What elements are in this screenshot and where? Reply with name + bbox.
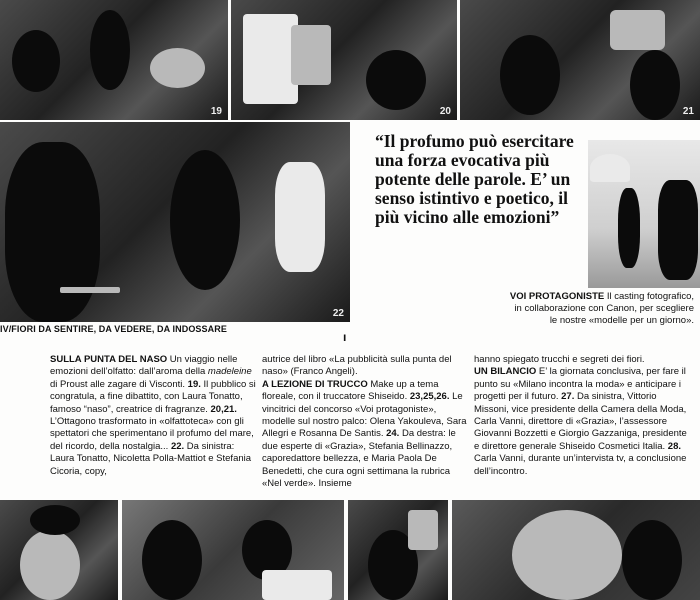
photo-number: 21 xyxy=(682,106,694,117)
photo-number: 20 xyxy=(439,106,451,117)
text-column-1 xyxy=(50,354,258,478)
photo-voi-protagoniste xyxy=(588,140,700,288)
photo-19 xyxy=(0,0,228,120)
photo-number: 22 xyxy=(332,308,344,319)
photo-bottom-1 xyxy=(0,500,118,600)
text-cursor-mark: ı xyxy=(343,330,347,344)
voi-protagoniste-caption xyxy=(508,291,694,327)
heading-lezione-di-trucco: A LEZIONE DI TRUCCO xyxy=(262,378,368,390)
body-text: Da destra: le due esperte di «Grazia», Stefania Bellinazzo, caporedattore bellezza, e Maria Paola De Benedetti, che cura ogni settimana la rubrica «Nel verde». Insieme xyxy=(262,428,456,490)
heading-un-bilancio: UN BILANCIO xyxy=(474,366,537,378)
voi-title: VOI PROTAGONISTE xyxy=(509,291,605,302)
body-text: Le vincitrici del concorso «Voi protagoniste», modelle sul nostro palco: Olena Yakouleva, Sara Allegri e Rosanna De Santis. xyxy=(262,391,467,440)
body-text: hanno spiegato trucchi e segreti dei fiori. xyxy=(474,354,645,365)
photo-number: 19 xyxy=(210,106,222,117)
section-caption: IV/FIORI DA SENTIRE, DA VEDERE, DA INDOSSARE xyxy=(0,324,227,334)
photo-20 xyxy=(231,0,457,120)
body-text: Carla Vanni, durante un’intervista tv, a conclusione dell’incontro. xyxy=(474,453,687,477)
photo-bottom-2 xyxy=(122,500,344,600)
photo-ref: 24. xyxy=(386,428,400,440)
body-text: Da sinistra, Vittorio Missoni, vice presidente della Camera della Moda, Carla Vanni, direttore di «Grazia», l’assessore Giovanni Bozzetti e Giorgio Gazzaniga, presidente e direttore generale Shiseido Cosmetici Italia. xyxy=(474,391,687,452)
photo-bottom-3 xyxy=(348,500,448,600)
body-text: Un viaggio nelle emozioni dell’olfatto: dall’aroma della xyxy=(50,354,238,378)
body-text: autrice del libro «La pubblicità sulla punta del naso» (Franco Angeli). xyxy=(262,354,452,378)
body-text: Il pubblico si congratula, a fine dibattito, con Laura Tonatto, famoso “naso”, creatrice di fragranze. xyxy=(50,378,256,415)
photo-ref: 23,25,26. xyxy=(409,391,450,403)
photo-ref: 19. xyxy=(187,378,201,390)
photo-22 xyxy=(0,122,350,322)
photo-ref: 27. xyxy=(561,391,575,403)
body-text: Da sinistra: Laura Tonatto, Nicoletta Polla-Mattiot e Stefania Cicoria, copy, xyxy=(50,440,252,477)
body-text: di Proust alle zagare di Visconti. xyxy=(50,378,188,390)
photo-bottom-4 xyxy=(452,500,700,600)
text-column-2 xyxy=(262,354,470,490)
photo-ref: 20,21. xyxy=(210,403,237,415)
pull-quote: “Il profumo può esercitare una forza evocativa più potente delle parole. E’ un senso istintivo e poetico, il più vicino alle emozioni” xyxy=(375,131,574,227)
photo-21 xyxy=(460,0,700,120)
photo-ref: 28. xyxy=(667,440,682,452)
body-text: E’ la giornata conclusiva, per fare il punto su «Milano incontra la moda» e anticipare i progetti per il futuro. xyxy=(474,366,686,403)
photo-ref: 22. xyxy=(170,440,185,452)
body-italic: madeleine xyxy=(207,366,252,378)
heading-punta-del-naso: SULLA PUNTA DEL NASO xyxy=(50,354,168,365)
text-column-3 xyxy=(474,354,694,478)
body-text: L’Ottagono trasformato in «olfattoteca» con gli spettatori che sperimentano il profumo del mare, del ricordo, della nostalgia... xyxy=(50,416,254,452)
body-text: Make up a tema floreale, con il truccatore Shiseido. xyxy=(262,378,439,403)
voi-text: Il casting fotografico, in collaborazione con Canon, per scegliere le nostre «modelle per un giorno». xyxy=(514,291,694,326)
